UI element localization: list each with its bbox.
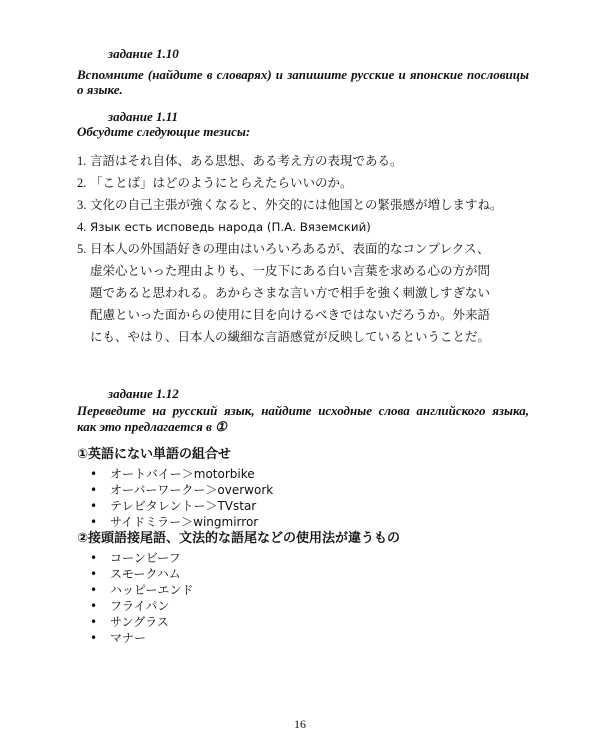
list-item-text: マナー [110, 631, 147, 645]
task-1-12-instruction-line2: как это предлагается в ① [77, 419, 227, 434]
thesis-line: 配慮といった面からの使用に目を向けるべきではないだろうか。外来語 [90, 308, 491, 322]
bullet-icon: • [90, 631, 98, 645]
thesis-number: 1. [77, 154, 87, 168]
list-item-text: オートバイー＞motorbike [110, 467, 255, 481]
bullet-icon: • [90, 551, 98, 565]
list-item-text: スモークハム [110, 567, 181, 581]
thesis-item [77, 194, 537, 216]
thesis-number: 3. [77, 198, 87, 212]
thesis-line: 日本人の外国語好きの理由はいろいろあるが、表面的なコンプレクス、 [90, 242, 490, 256]
task-1-12-title: задание 1.12 [108, 386, 179, 401]
thesis-number: 5. [77, 242, 87, 256]
list-item [90, 582, 194, 598]
list-item-text: テレビタレントー＞TVstar [110, 499, 257, 513]
list-item-text: オーバーワークー＞overwork [110, 483, 274, 497]
list-item [90, 566, 194, 582]
thesis-item [77, 150, 537, 172]
list-item [90, 466, 273, 482]
thesis-item [77, 172, 537, 194]
thesis-line: にも、やはり、日本人の繊細な言語感覚が反映しているということだ。 [90, 330, 491, 344]
bullet-icon: • [90, 599, 98, 613]
list-item-text: サイドミラー＞wingmirror [110, 515, 259, 529]
list-item-text: ハッピーエンド [110, 583, 194, 597]
section-1-heading: ①英語にない単語の組合せ [77, 447, 232, 462]
list-item [90, 630, 194, 646]
bullet-icon: • [90, 615, 98, 629]
thesis-text: Язык есть исповедь народа (П.А. Вяземский) [90, 220, 371, 234]
list-item [90, 498, 273, 514]
thesis-item [77, 238, 537, 348]
thesis-text: 文化の自己主張が強くなると、外交的には他国との緊張感が増しますね。 [90, 198, 503, 212]
thesis-number: 4. [77, 220, 87, 234]
bullet-icon: • [90, 567, 98, 581]
list-item [90, 614, 194, 630]
list-item-text: サングラス [110, 615, 169, 629]
bullet-icon: • [90, 467, 98, 481]
bullet-icon: • [90, 483, 98, 497]
thesis-line: 虚栄心といった理由よりも、一皮下にある白い言葉を求める心の方が問 [90, 264, 491, 278]
task-1-10-instruction-line2: о языке. [77, 82, 123, 97]
thesis-item [77, 216, 537, 238]
section-2-list [90, 550, 194, 646]
thesis-text: 言語はそれ自体、ある思想、ある考え方の表現である。 [90, 154, 403, 168]
task-1-10-title: задание 1.10 [108, 46, 179, 61]
task-1-10-instruction-line1: Вспомните (найдите в словарях) и запишите русские и японские пословицы [77, 67, 529, 82]
task-1-11-instruction: Обсудите следующие тезисы: [77, 124, 251, 139]
theses-list [77, 150, 537, 348]
task-1-11-title: задание 1.11 [108, 109, 179, 124]
list-item [90, 514, 273, 530]
bullet-icon: • [90, 515, 98, 529]
list-item [90, 482, 273, 498]
list-item-text: フライパン [110, 599, 170, 613]
section-1-list [90, 466, 273, 530]
bullet-icon: • [90, 499, 98, 513]
thesis-text: 「ことば」はどのようにとらえたらいいのか。 [90, 176, 353, 190]
task-1-12-instruction-line1: Переведите на русский язык, найдите исходные слова английского языка, [77, 403, 529, 418]
list-item [90, 598, 194, 614]
bullet-icon: • [90, 583, 98, 597]
list-item-text: コーンビーフ [110, 551, 181, 565]
thesis-line: 題であると思われる。あからさまな言い方で相手を強く刺激しすぎない [90, 286, 491, 300]
page-number: 16 [294, 717, 306, 731]
thesis-number: 2. [77, 176, 87, 190]
section-2-heading: ②接頭語接尾語、文法的な語尾などの使用法が違うもの [77, 531, 401, 546]
list-item [90, 550, 194, 566]
